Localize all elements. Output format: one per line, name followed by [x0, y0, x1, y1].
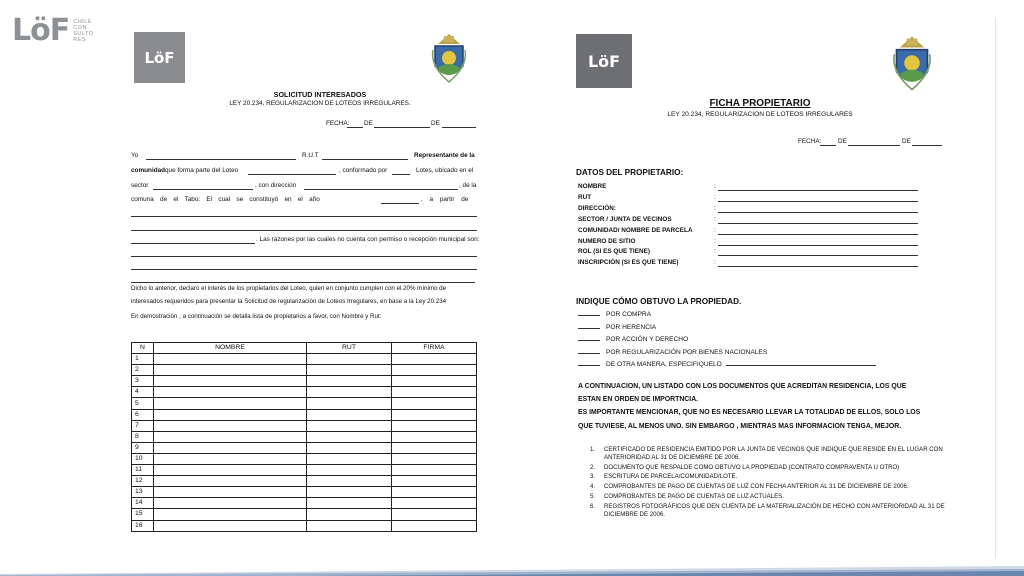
firma-cell[interactable]	[392, 398, 477, 409]
nombre-cell[interactable]	[154, 509, 307, 520]
firma-cell[interactable]	[392, 498, 477, 509]
option-label: POR REGULARIZACIÓN POR BIENES NACIONALES	[606, 348, 768, 356]
owners-table	[131, 342, 477, 532]
requirements-line: ESTAN EN ORDEN DE IMPORTNCIA.	[578, 396, 699, 403]
option-checkbox-blank[interactable]	[578, 353, 600, 354]
table-row	[132, 376, 477, 387]
owner-field-row	[578, 238, 918, 249]
rut-cell[interactable]	[307, 409, 392, 420]
option-label: POR HERENCIA	[606, 323, 657, 331]
field-label: INSCRIPCIÓN (SI ES QUE TIENE)	[578, 259, 679, 267]
option-checkbox-blank[interactable]	[578, 328, 600, 329]
field-blank[interactable]	[718, 212, 918, 213]
table-row	[132, 520, 477, 531]
rut-cell[interactable]	[307, 420, 392, 431]
list-item-text: CERTIFICADO DE RESIDENCIA EMITIDO POR LA JUNTA DE VECINOS QUE INDIQUE QUE RESIDE EN EL LUGAR CON ANTERIORIDAD AL 31 DE DICIEMBRE DE 2006.	[604, 446, 943, 461]
field-colon: :	[714, 226, 716, 234]
municipal-crest-icon	[430, 30, 468, 86]
other-specify-blank[interactable]	[726, 365, 876, 366]
row-number: 10	[132, 453, 154, 464]
field-blank[interactable]	[718, 234, 918, 235]
list-item	[590, 446, 950, 462]
field-colon: :	[714, 248, 716, 256]
nombre-cell[interactable]	[154, 354, 307, 365]
document-title: SOLICITUD INTERESADOS	[273, 90, 367, 99]
list-item-text: COMPROBANTES DE PAGO DE CUENTAS DE LUZ ACTUALES.	[604, 492, 784, 500]
table-row	[132, 387, 477, 398]
field-label: ROL (SI ES QUE TIENE)	[578, 248, 650, 256]
table-row	[132, 498, 477, 509]
field-colon: :	[714, 183, 716, 190]
field-colon: :	[714, 204, 716, 212]
firma-cell[interactable]	[392, 376, 477, 387]
field-blank[interactable]	[718, 255, 918, 256]
row-number: 12	[132, 476, 154, 487]
list-item	[590, 493, 950, 501]
owner-field-row	[578, 205, 918, 216]
row-number: 13	[132, 487, 154, 498]
owner-field-row	[578, 216, 918, 227]
rut-cell[interactable]	[307, 442, 392, 453]
table-row	[132, 509, 477, 520]
option-label: POR ACCIÓN Y DERECHO	[606, 336, 689, 344]
row-number: 6	[132, 409, 154, 420]
col-header-firma: FIRMA	[392, 343, 477, 354]
field-colon: :	[714, 259, 716, 267]
field-label: NOMBRE	[578, 183, 607, 190]
field-blank[interactable]	[718, 201, 918, 202]
rut-cell[interactable]	[307, 465, 392, 476]
rut-cell[interactable]	[307, 431, 392, 442]
section-heading: DATOS DEL PROPIETARIO:	[576, 168, 684, 177]
nombre-cell[interactable]	[154, 398, 307, 409]
firma-cell[interactable]	[392, 509, 477, 520]
nombre-cell[interactable]	[154, 420, 307, 431]
firma-cell[interactable]	[392, 409, 477, 420]
field-blank[interactable]	[718, 190, 918, 191]
owner-field-row	[578, 183, 918, 194]
field-colon: :	[714, 237, 716, 245]
paragraph-line: En demostración , a continuación se detalla lista de propietarios a favor, con Nombre y Rut:	[131, 313, 382, 320]
document-title: FICHA PROPIETARIO	[709, 98, 811, 109]
field-blank[interactable]	[718, 266, 918, 267]
rut-cell[interactable]	[307, 509, 392, 520]
firma-cell[interactable]	[392, 465, 477, 476]
list-item-text: ESCRITURA DE PARCELA/COMUNIDAD/LOTE.	[604, 473, 738, 481]
nombre-cell[interactable]	[154, 442, 307, 453]
table-row	[132, 354, 477, 365]
col-header-n: N	[132, 343, 154, 354]
field-label: COMUNIDAD/ NOMBRE DE PARCELA	[578, 226, 693, 234]
col-header-rut: RUT	[307, 343, 392, 354]
firma-cell[interactable]	[392, 442, 477, 453]
firma-cell[interactable]	[392, 387, 477, 398]
nombre-cell[interactable]	[154, 365, 307, 376]
acquisition-option	[578, 349, 767, 356]
section-heading: INDIQUE CÓMO OBTUVO LA PROPIEDAD.	[576, 297, 742, 306]
list-item	[590, 473, 950, 481]
row-number: 2	[132, 365, 154, 376]
table-row	[132, 453, 477, 464]
list-item	[590, 503, 950, 519]
nombre-cell[interactable]	[154, 487, 307, 498]
acquisition-option	[578, 311, 651, 318]
rut-cell[interactable]	[307, 498, 392, 509]
requirements-line: ES IMPORTANTE MENCIONAR, QUE NO ES NECESARIO LLEVAR LA TOTALIDAD DE ELLOS, SOLO LOS	[578, 409, 921, 416]
list-item-number: 6.	[590, 502, 596, 510]
nombre-cell[interactable]	[154, 387, 307, 398]
row-number: 8	[132, 431, 154, 442]
col-header-nombre: NOMBRE	[154, 343, 307, 354]
acquisition-option	[578, 361, 876, 368]
list-item-text: REGISTROS FOTOGRÁFICOS QUE DEN CUENTA DE LA MATERIALIZACIÓN DE HECHO CON ANTERIORIDAD AL 31 DE DICIEMBRE DE 2006.	[604, 502, 945, 518]
rut-cell[interactable]	[307, 376, 392, 387]
row-number: 5	[132, 398, 154, 409]
nombre-cell[interactable]	[154, 376, 307, 387]
list-item-number: 5.	[590, 492, 596, 500]
document-logo: LöF	[576, 34, 632, 88]
nombre-cell[interactable]	[154, 465, 307, 476]
list-item-number: 3.	[590, 473, 596, 481]
rut-cell[interactable]	[307, 476, 392, 487]
table-row	[132, 476, 477, 487]
nombre-cell[interactable]	[154, 409, 307, 420]
list-item	[590, 464, 950, 472]
rut-cell[interactable]	[307, 398, 392, 409]
option-checkbox-blank[interactable]	[578, 365, 600, 366]
firma-cell[interactable]	[392, 354, 477, 365]
rut-cell[interactable]	[307, 453, 392, 464]
table-row	[132, 465, 477, 476]
acquisition-option	[578, 324, 656, 331]
field-label: SECTOR / JUNTA DE VECINOS	[578, 215, 672, 223]
row-number: 14	[132, 498, 154, 509]
rut-cell[interactable]	[307, 387, 392, 398]
table-row	[132, 420, 477, 431]
footer-decoration	[0, 556, 1024, 576]
list-item-text: COMPROBANTES DE PAGO DE CUENTAS DE LUZ CON FECHA ANTERIOR AL 31 DE DICIEMBRE DE 2006.	[604, 483, 909, 491]
field-label: DIRECCIÓN:	[578, 204, 616, 212]
firma-cell[interactable]	[392, 520, 477, 531]
row-number: 4	[132, 387, 154, 398]
paragraph-line: interesados requeridos para presentar la Solicitud de regularización de Loteos Irregulares, en base a la Ley 20.234	[131, 298, 447, 305]
field-blank[interactable]	[718, 245, 918, 246]
field-label: NUMERO DE SITIO	[578, 237, 636, 245]
firma-cell[interactable]	[392, 453, 477, 464]
nombre-cell[interactable]	[154, 520, 307, 531]
table-row	[132, 398, 477, 409]
requirements-line: QUE TUVIESE, AL MENOS UNO. SIN EMBARGO , MIENTRAS MAS INFORMACION TENGA, MEJOR.	[578, 423, 902, 430]
logo-wordmark: LöF	[12, 13, 70, 48]
municipal-crest-icon	[890, 32, 934, 94]
row-number: 15	[132, 509, 154, 520]
table-row	[132, 431, 477, 442]
rut-cell[interactable]	[307, 487, 392, 498]
firma-cell[interactable]	[392, 476, 477, 487]
list-item	[590, 483, 950, 491]
option-label: POR COMPRA	[606, 311, 652, 318]
document-logo: LöF	[134, 32, 185, 83]
list-item-text: DOCUMENTO QUE RESPALDE COMO OBTUVO LA PROPIEDAD (CONTRATO COMPRAVENTA U OTRO)	[604, 463, 900, 471]
documents-list	[590, 446, 950, 520]
rut-cell[interactable]	[307, 520, 392, 531]
rut-cell[interactable]	[307, 365, 392, 376]
row-number: 1	[132, 354, 154, 365]
owner-field-row	[578, 259, 918, 270]
acquisition-option	[578, 336, 688, 343]
company-logo	[12, 14, 122, 48]
requirements-line: A CONTINUACION, UN LISTADO CON LOS DOCUMENTOS QUE ACREDITAN RESIDENCIA, LOS QUE	[578, 383, 907, 390]
row-number: 11	[132, 465, 154, 476]
nombre-cell[interactable]	[154, 498, 307, 509]
document-subtitle: LEY 20.234, REGULARIZACION DE LOTEOS IRREGULARES.	[229, 100, 411, 107]
table-row	[132, 442, 477, 453]
list-item-number: 4.	[590, 483, 596, 491]
list-item-number: 1.	[590, 446, 596, 453]
table-row	[132, 409, 477, 420]
nombre-cell[interactable]	[154, 431, 307, 442]
row-number: 9	[132, 442, 154, 453]
option-label: DE OTRA MANERA, ESPECIFIQUELO	[606, 361, 722, 369]
nombre-cell[interactable]	[154, 476, 307, 487]
option-checkbox-blank[interactable]	[578, 340, 600, 341]
field-label: RUT	[578, 193, 592, 201]
row-number: 7	[132, 420, 154, 431]
nombre-cell[interactable]	[154, 453, 307, 464]
firma-cell[interactable]	[392, 431, 477, 442]
owner-field-row	[578, 194, 918, 205]
document-subtitle: LEY 20.234, REGULARIZACION DE LOTEOS IRREGULARES	[667, 111, 853, 118]
table-row	[132, 487, 477, 498]
list-item-number: 2.	[590, 463, 596, 471]
row-number: 16	[132, 520, 154, 531]
owner-field-row	[578, 227, 918, 238]
firma-cell[interactable]	[392, 420, 477, 431]
rut-cell[interactable]	[307, 354, 392, 365]
logo-tagline: CHILE CON SULTO RES	[73, 18, 94, 44]
table-row	[132, 365, 477, 376]
option-checkbox-blank[interactable]	[578, 315, 600, 316]
field-colon: :	[714, 193, 716, 201]
table-header-row	[132, 343, 477, 354]
firma-cell[interactable]	[392, 487, 477, 498]
field-colon: :	[714, 215, 716, 223]
field-blank[interactable]	[718, 223, 918, 224]
owner-field-row	[578, 248, 918, 259]
row-number: 3	[132, 376, 154, 387]
paragraph-line: Dicho lo anterior, declaro el interés de los propietarios del Loteo, quien en conjunto cumplen con el 20% mínimo de	[131, 285, 447, 292]
firma-cell[interactable]	[392, 365, 477, 376]
